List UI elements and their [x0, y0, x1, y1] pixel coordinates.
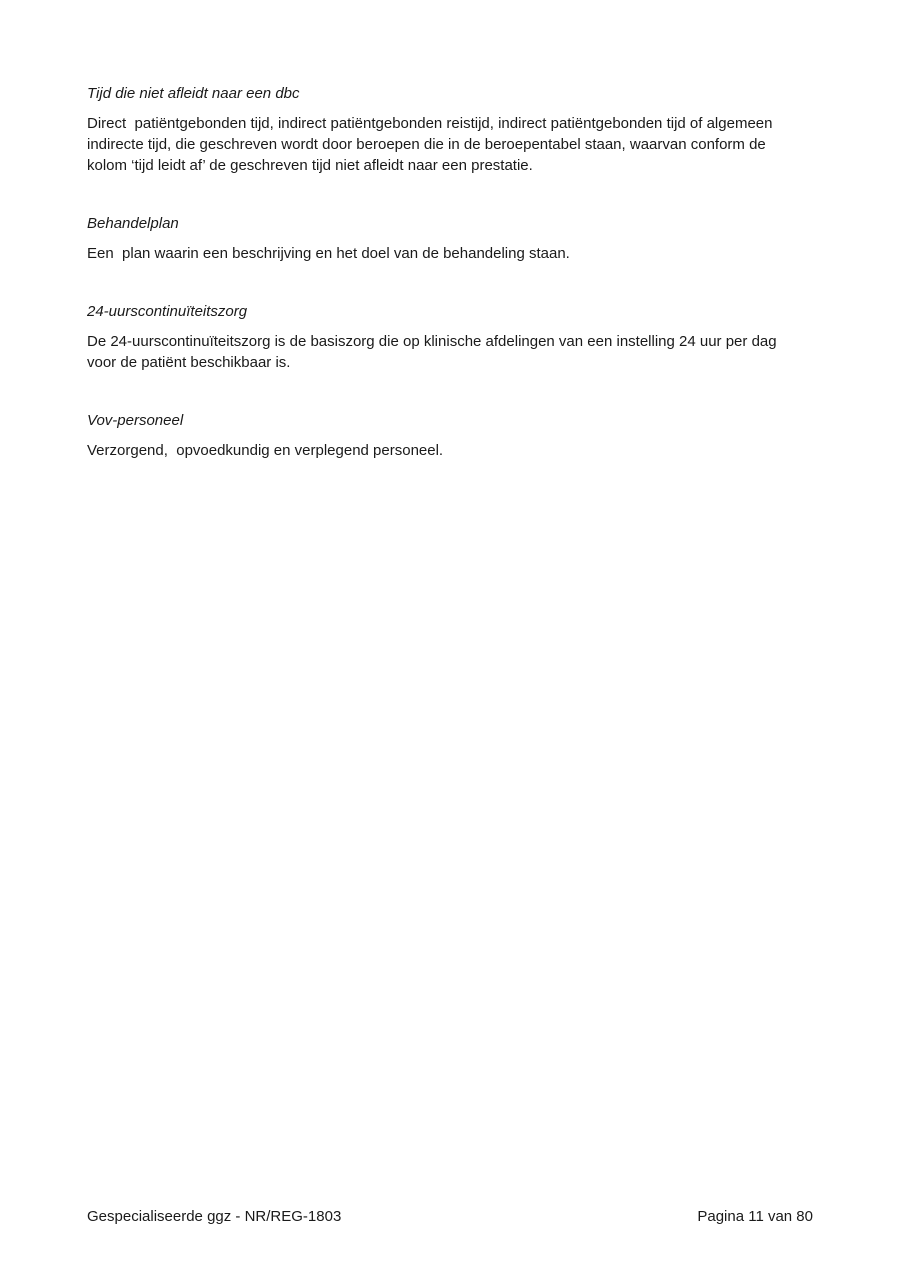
footer-page-number: Pagina 11 van 80: [697, 1208, 813, 1225]
term-heading: Tijd die niet afleidt naar een dbc: [87, 85, 300, 102]
page-footer: [87, 1207, 813, 1227]
glossary-section: [87, 411, 809, 461]
term-heading: 24-uurscontinuïteitszorg: [87, 303, 248, 320]
term-definition: Direct patiëntgebonden tijd, indirect patiëntgebonden reistijd, indirect patiëntgebonden tijd of algemeen indirecte tijd, die geschreven wordt door beroepen die in de beroepentabel staan, waarvan conform de kolom ‘tijd leidt af’ de geschreven tijd niet afleidt naar een prestatie.: [87, 115, 777, 174]
term-heading: Vov-personeel: [87, 412, 184, 429]
term-heading: Behandelplan: [87, 215, 179, 232]
glossary-section: [87, 214, 809, 264]
term-definition: Verzorgend, opvoedkundig en verplegend personeel.: [87, 442, 444, 459]
term-definition: De 24-uurscontinuïteitszorg is de basiszorg die op klinische afdelingen van een instelling 24 uur per dag voor de patiënt beschikbaar is.: [87, 333, 781, 371]
document-content: [87, 84, 809, 499]
glossary-section: [87, 84, 809, 176]
glossary-section: [87, 302, 809, 373]
footer-document-id: Gespecialiseerde ggz - NR/REG-1803: [87, 1208, 342, 1225]
term-definition: Een plan waarin een beschrijving en het doel van de behandeling staan.: [87, 245, 570, 262]
